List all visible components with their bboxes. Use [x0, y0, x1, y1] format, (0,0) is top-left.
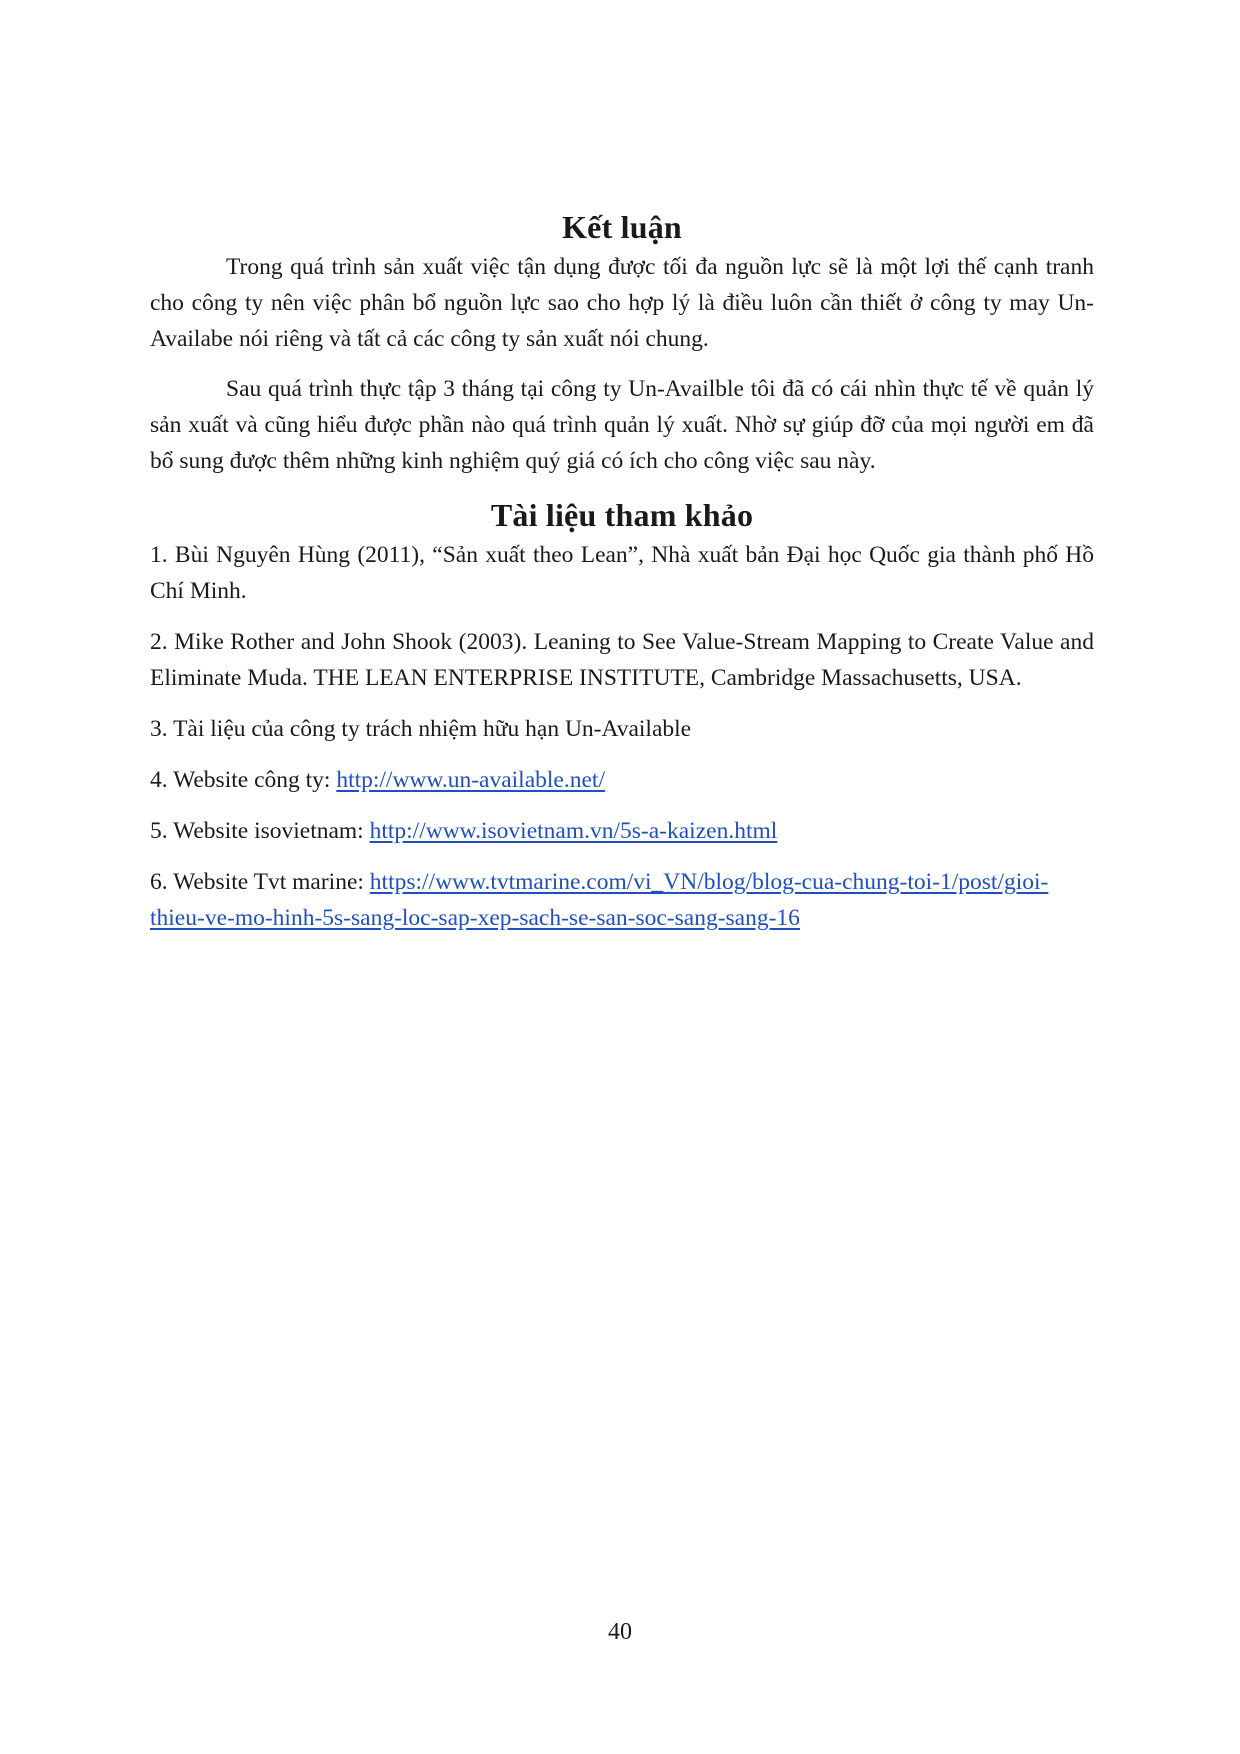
reference-item: 1. Bùi Nguyên Hùng (2011), “Sản xuất theo Lean”, Nhà xuất bản Đại học Quốc gia thành phố Hồ Chí Minh.	[150, 542, 1094, 604]
reference-label: 5. Website isovietnam:	[150, 818, 370, 844]
reference-label: 6. Website Tvt marine:	[150, 869, 370, 895]
conclusion-paragraph: Sau quá trình thực tập 3 tháng tại công ty Un-Availble tôi đã có cái nhìn thực tế về quản lý sản xuất và cũng hiểu được phần nào quá trình quản lý xuất. Nhờ sự giúp đỡ của mọi người em đã bổ sung được thêm những kinh nghiệm quý giá có ích cho công việc sau này.	[150, 376, 1094, 474]
reference-item: 2. Mike Rother and John Shook (2003). Leaning to See Value-Stream Mapping to Create Value and Eliminate Muda. THE LEAN ENTERPRISE INSTITUTE, Cambridge Massachusetts, USA.	[150, 629, 1094, 691]
reference-label: 4. Website công ty:	[150, 767, 337, 793]
reference-link[interactable]: http://www.un-available.net/	[336, 767, 605, 793]
page-number: 40	[608, 1619, 632, 1645]
reference-item	[150, 813, 1094, 849]
conclusion-title: Kết luận	[562, 209, 682, 245]
document-page	[150, 205, 1094, 951]
references-list	[150, 537, 1094, 936]
reference-link[interactable]: https://www.tvtmarine.com/vi_VN/blog/blog-cua-chung-toi-1/post/gioi-thieu-ve-mo-hinh-5s-sang-loc-sap-xep-sach-se-san-soc-sang-sang-16	[150, 869, 1049, 931]
references-title: Tài liệu tham khảo	[490, 497, 754, 533]
reference-item	[150, 762, 1094, 798]
reference-item: 3. Tài liệu của công ty trách nhiệm hữu hạn Un-Available	[150, 716, 692, 742]
conclusion-paragraph: Trong quá trình sản xuất việc tận dụng được tối đa nguồn lực sẽ là một lợi thế cạnh tranh cho công ty nên việc phân bổ nguồn lực sao cho hợp lý là điều luôn cần thiết ở công ty may Un-Availabe nói riêng và tất cả các công ty sản xuất nói chung.	[150, 254, 1094, 352]
reference-item	[150, 864, 1094, 936]
reference-link[interactable]: http://www.isovietnam.vn/5s-a-kaizen.html	[369, 818, 778, 844]
